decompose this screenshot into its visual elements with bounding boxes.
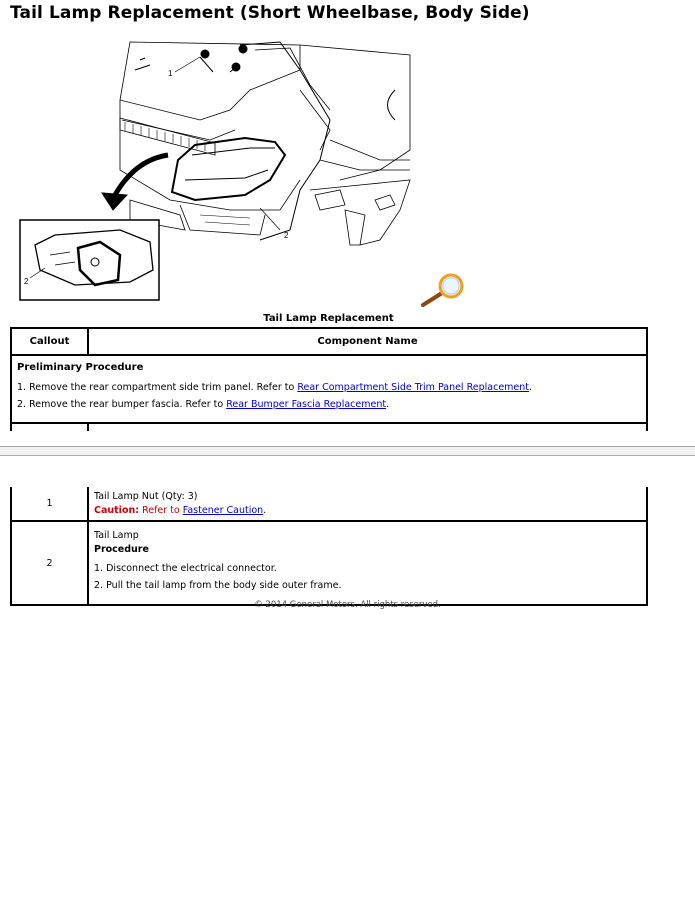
preliminary-procedure-title: Preliminary Procedure [17, 362, 144, 373]
list-item: 2. Pull the tail lamp from the body side outer frame. [94, 580, 342, 591]
table-header-row [11, 328, 647, 355]
inset-callout-2-label: 2 [24, 277, 29, 286]
figure-caption: Tail Lamp Replacement [263, 313, 394, 324]
rear-compartment-trim-link[interactable]: Rear Compartment Side Trim Panel Replacement [297, 382, 530, 393]
page-break-divider [0, 446, 695, 456]
component-name-header: Component Name [88, 328, 647, 355]
preliminary-steps [17, 382, 641, 410]
tail-lamp-illustration [0, 30, 480, 315]
callout-cell: 2 [11, 521, 88, 605]
callout-header: Callout [11, 328, 88, 355]
list-item: 1. Remove the rear compartment side trim panel. Refer to Rear Compartment Side Trim Panel Replacement. [17, 382, 533, 393]
list-item: 1. Disconnect the electrical connector. [94, 563, 277, 574]
copyright-notice: © 2014 General Motors. All rights reserved. [254, 600, 441, 610]
table-row [11, 487, 647, 521]
procedure-label: Procedure [94, 544, 149, 555]
component-cell [88, 521, 647, 605]
callout-2-label: 2 [284, 231, 289, 240]
rear-bumper-fascia-link[interactable]: Rear Bumper Fascia Replacement [226, 399, 387, 410]
component-cell [88, 487, 647, 521]
zoom-icon[interactable] [420, 271, 466, 307]
table-row-stub [11, 423, 647, 431]
callout-1-label: 1 [168, 69, 173, 78]
caution-label: Caution: [94, 505, 140, 516]
component-table-part2 [10, 487, 648, 606]
component-table-part1 [10, 327, 648, 431]
caution-note: Caution: Refer to Fastener Caution. [94, 505, 267, 516]
fastener-caution-link[interactable]: Fastener Caution [182, 505, 264, 516]
list-item: 2. Remove the rear bumper fascia. Refer to Rear Bumper Fascia Replacement. [17, 399, 390, 410]
callout-cell: 1 [11, 487, 88, 521]
procedure-steps [94, 563, 641, 591]
component-name: Tail Lamp Nut (Qty: 3) [94, 491, 198, 502]
component-name: Tail Lamp [94, 530, 139, 541]
page-title: Tail Lamp Replacement (Short Wheelbase, Body Side) [10, 3, 530, 23]
table-row [11, 521, 647, 605]
preliminary-procedure-row [11, 355, 647, 423]
